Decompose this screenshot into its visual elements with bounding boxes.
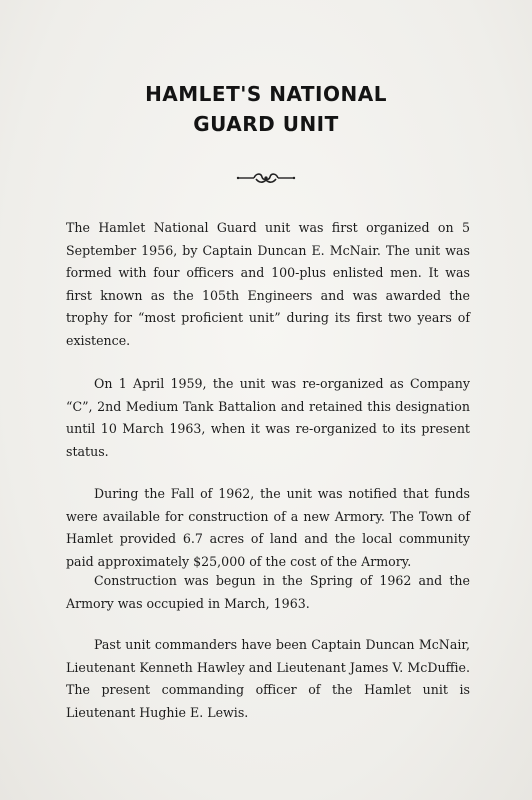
paragraph-reorganization: On 1 April 1959, the unit was re-organized as Company “C”, 2nd Medium Tank Battalion and retained this designation until 10 March 1963, when it was re-organized to its present status.: [66, 376, 470, 459]
document-title-line1: HAMLET'S NATIONAL: [145, 82, 387, 106]
paragraph-construction: Construction was begun in the Spring of 1962 and the Armory was occupied in March, 1963.: [66, 573, 470, 611]
paragraph-armory-funds: During the Fall of 1962, the unit was notified that funds were available for construction of a new Armory. The Town of Hamlet provided 6.7 acres of land and the local community paid approximately $25,000 of the cost of the Armory.: [66, 486, 470, 569]
paragraph-organization: The Hamlet National Guard unit was first organized on 5 September 1956, by Captain Duncan E. McNair. The unit was formed with four officers and 100-plus enlisted men. It was first known as the 105th Engineers and was awarded the trophy for “most proficient unit” during its first two years of existence.: [66, 220, 470, 348]
document-title-line2: GUARD UNIT: [193, 112, 339, 136]
ornament-divider-icon: [236, 170, 296, 186]
paragraph-commanders: Past unit commanders have been Captain Duncan McNair, Lieutenant Kenneth Hawley and Lieutenant James V. McDuffie. The present commanding officer of the Hamlet unit is Lieutenant Hughie E. Lewis.: [66, 637, 470, 720]
